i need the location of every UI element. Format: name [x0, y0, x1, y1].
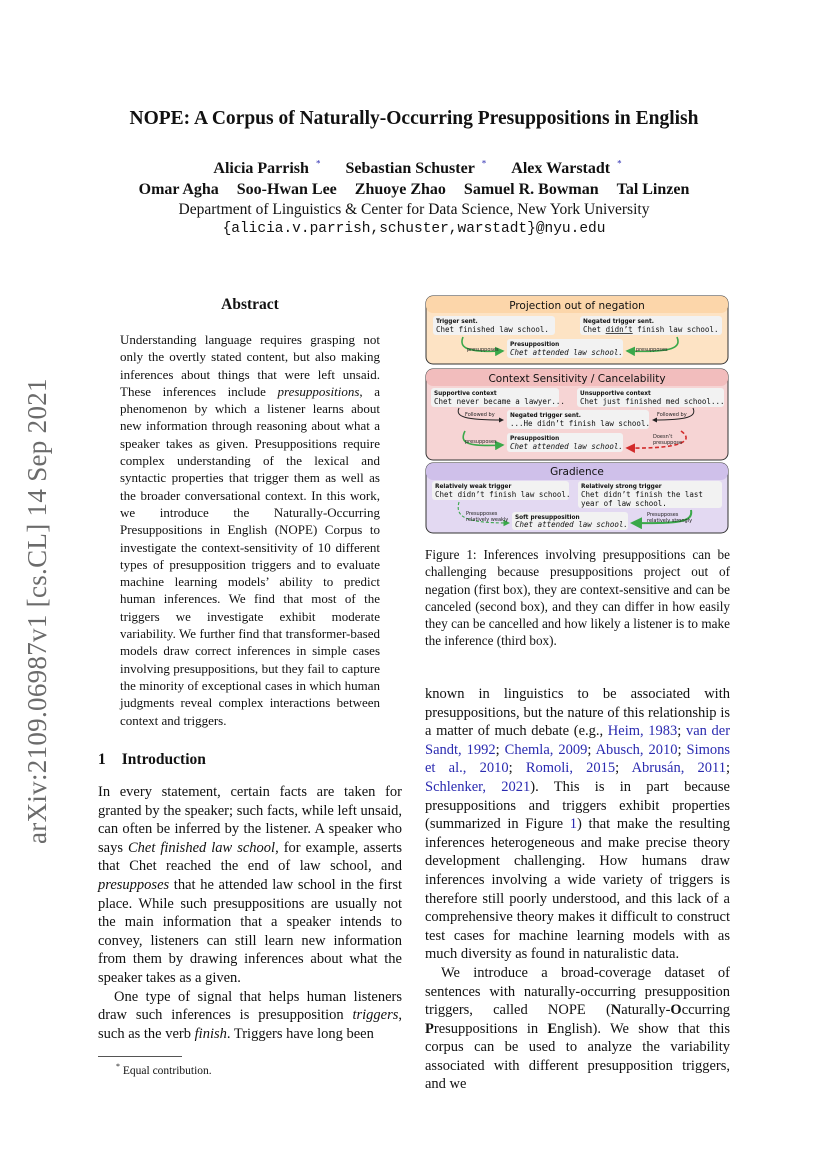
paragraph: In every statement, certain facts are taken for granted by the speaker; such facts, while left unsaid, can often be inferred by the listener. A speaker who says Chet finished law school, for example, asserts that Chet reached the end of law school, and presupposes that he attended law school in the first place. While such presuppositions are usually not the main information that a speaker intends to convey, listeners can still learn new information from them by drawing inferences about what the speaker takes as a given. [98, 784, 402, 986]
card-label: Soft presupposition [515, 515, 580, 521]
figure-caption: Figure 1: Inferences involving presuppositions can be challenging because presuppositions project out of negation (first box), they are context-sensitive and can be canceled (second box), and they can differ in how easily they can be cancelled and how likely a listener is to make the inference (third box). [425, 547, 730, 649]
card-text: Chet attended law school. [510, 348, 623, 357]
right-column-text [425, 685, 730, 1094]
arrow-label: Followed by [657, 412, 687, 418]
author: Alicia Parrish * [213, 159, 321, 178]
section-heading-introduction: 1 Introduction [98, 751, 206, 768]
card-text: Chet finished law school. [436, 325, 549, 334]
arrow-label: presuppose [653, 440, 683, 446]
card-label: Supportive context [434, 391, 497, 397]
author-row-2 [0, 181, 828, 199]
arrow-label: presupposes [467, 347, 499, 353]
citation-link[interactable]: Romoli, 2015 [525, 760, 616, 777]
card-text: Chet attended law school. [510, 442, 623, 451]
footnote: * Equal contribution. [116, 1062, 212, 1077]
author: Samuel R. Bowman [463, 181, 599, 198]
card-text: Chet just finished med school... [580, 397, 725, 406]
arrow-label: Doesn’t [653, 434, 673, 440]
panel-title: Context Sensitivity / Cancelability [488, 373, 666, 385]
author: Soo-Hwan Lee [236, 181, 337, 198]
arrow-label: Presupposes [466, 511, 498, 517]
citation-link[interactable]: Abusch, 2010 [595, 741, 678, 758]
citation-link[interactable]: Chemla, 2009 [504, 741, 588, 758]
citation-link[interactable]: van der Sandt, 1992 [425, 723, 731, 758]
author: Omar Agha [138, 181, 219, 198]
figure-1 [425, 295, 730, 543]
card-text: Chet didn’t finish law school. [435, 490, 571, 499]
citation-link[interactable]: Schlenker, 2021 [425, 778, 531, 795]
citation-link[interactable]: Simons et al., 2010 [425, 741, 731, 777]
affiliation: Department of Linguistics & Center for Data Science, New York University [178, 201, 650, 218]
card-label: Negated trigger sent. [510, 413, 581, 419]
card-text: ...He didn’t finish law school. [510, 419, 650, 428]
card-label: Presupposition [510, 342, 560, 348]
card-text: Chet attended law school. [515, 520, 628, 529]
card-text: Chet didn’t finish law school. [583, 325, 719, 334]
card-text: Chet didn’t finish the last [581, 490, 703, 499]
citation-link[interactable]: Heim, 1983 [607, 723, 678, 740]
panel-context-sensitivity [426, 369, 728, 460]
arxiv-stamp [6, 352, 62, 852]
arrow-label: Followed by [465, 412, 495, 418]
card-label: Trigger sent. [436, 319, 478, 325]
paragraph: One type of signal that helps human listeners draw such inferences is presupposition triggers, such as the verb finish. Triggers have long been [98, 988, 402, 1042]
abstract-text: Understanding language requires grasping not only the overtly stated content, but also making inferences about things that were left unsaid. These inferences include presuppositions, a phenomenon by which a listener learns about new information through reasoning about what a speaker takes as given. Presuppositions require complex understanding of the lexical and syntactic properties that trigger them as well as the broader conversational context. In this work, we introduce the Naturally-Occurring Presuppositions in English (NOPE) Corpus to investigate the context-sensitivity of 10 different types of presupposition triggers and to evaluate machine learning models’ ability to predict human inferences. We find that most of the triggers we investigate exhibit moderate variability. We further find that transformer-based models draw correct inferences in simple cases involving presuppositions, but they fail to capture the minority of exceptional cases in which human judgments reveal complex interactions between context and triggers. [120, 332, 380, 728]
arrow-label: presupposes [465, 439, 497, 445]
intro-text [98, 783, 402, 1043]
arrow-label: presupposes [636, 347, 668, 353]
author: Tal Linzen [616, 181, 690, 198]
footnote-rule [98, 1056, 182, 1057]
abstract-heading: Abstract [221, 296, 279, 313]
panel-title: Projection out of negation [509, 300, 645, 312]
card-label: Negated trigger sent. [583, 319, 654, 325]
author: Alex Warstadt * [511, 159, 622, 178]
paper-title: NOPE: A Corpus of Naturally-Occurring Presuppositions in English [129, 108, 699, 129]
acronym-expansion: Naturally-Occurring Presuppositions in English [425, 1002, 730, 1037]
paragraph: We introduce a broad-coverage dataset of sentences with naturally-occurring presupposition triggers, called NOPE (Naturally-Occurring Presuppositions in English). We show that this corpus can be used to analyze the variability associated with different presupposition triggers, and we [425, 964, 730, 1093]
author: Sebastian Schuster * [345, 159, 487, 178]
arrow-label: Presupposes [647, 512, 679, 518]
card-label: Relatively weak trigger [435, 484, 512, 490]
card-label: Presupposition [510, 436, 560, 442]
author: Zhuoye Zhao [354, 181, 446, 198]
card-text: Chet never became a lawyer... [434, 397, 565, 406]
arrow-label: relatively weakly [466, 517, 509, 523]
figure-ref-link[interactable]: 1 [569, 816, 577, 833]
panel-title: Gradience [550, 466, 604, 478]
panel-gradience [426, 463, 728, 533]
paragraph: known in linguistics to be associated with presuppositions, but the nature of this relationship is a matter of much debate (e.g., Heim, 1983; van der Sandt, 1992; Chemla, 2009; Abusch, 2010; Simons et al., 2010; Romoli, 2015; Abrusán, 2011; Schlenker, 2021). This is in part because presuppositions and triggers exhibit properties (summarized in Figure 1) that make the resulting inferences heterogeneous and make precise theory development challenging. How humans draw inferences involving a wide variety of triggers is therefore still poorly understood, and this lack of a comprehensive theory makes it difficult to construct test cases for machine learning models with as much diversity as found in naturalistic data. [425, 686, 731, 963]
author-row-1 [0, 159, 828, 178]
card-text: year of law school. [581, 499, 667, 508]
card-label: Unsupportive context [580, 391, 651, 397]
arxiv-stamp-text: arXiv:2109.06987v1 [cs.CL] 14 Sep 2021 [22, 378, 52, 844]
panel-projection [426, 296, 728, 364]
author-emails: {alicia.v.parrish,schuster,warstadt}@nyu.edu [222, 221, 606, 237]
arrow-label: relatively strongly [647, 518, 693, 524]
card-label: Relatively strong trigger [581, 484, 662, 490]
citation-link[interactable]: Abrusán, 2011 [631, 760, 726, 777]
